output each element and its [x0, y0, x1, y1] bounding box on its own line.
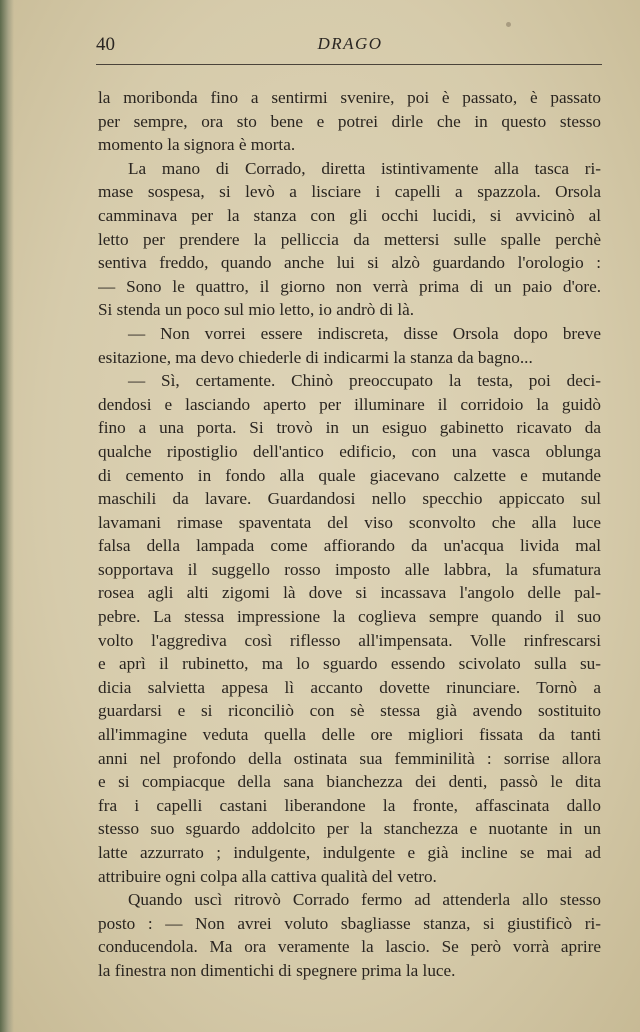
text-line: la moribonda fino a sentirmi svenire, poi è passato, è passato — [98, 88, 601, 107]
page-number: 40 — [96, 34, 115, 55]
text-line: e aprì il rubinetto, ma lo sguardo essendo scivolato sulla su- — [98, 654, 601, 674]
paragraph — [98, 157, 601, 322]
text-line: Quando uscì ritrovò Corrado fermo ad attenderla allo stesso — [128, 890, 601, 910]
text-line: dicia salvietta appesa lì accanto dovette rinunciare. Tornò a — [98, 677, 601, 697]
text-line: fino a una porta. Si trovò in un esiguo gabinetto ricavato da — [98, 418, 601, 438]
text-line: guardarsi e si riconciliò con sè stessa già avendo sostituito — [98, 701, 601, 721]
text-line: latte azzurrato ; indulgente, indulgente e già incline se mai ad — [98, 843, 601, 862]
page-binding-edge — [0, 0, 14, 1032]
running-title: DRAGO — [317, 34, 383, 53]
text-line: attribuire ogni colpa alla cattiva qualità del vetro. — [98, 866, 437, 886]
text-line: stesso suo sguardo addolcito per la stanchezza e nuotante in un — [98, 819, 601, 839]
text-line: camminava per la stanza con gli occhi lucidi, si avvicinò al — [98, 205, 601, 225]
text-line: per sempre, ora sto bene e potrei dirle che in questo stesso — [98, 111, 601, 131]
text-line: La mano di Corrado, diretta istintivamente alla tasca ri- — [128, 158, 601, 178]
text-line: lavamani rimase spaventata del viso sconvolto che alla luce — [98, 512, 601, 532]
text-body — [98, 86, 601, 983]
text-line: dendosi e lasciando aperto per illuminare il corridoio la guidò — [98, 394, 601, 414]
text-line: letto per prendere la pelliccia da mettersi sulle spalle perchè — [98, 229, 601, 249]
header-rule — [96, 64, 602, 65]
text-line: momento la signora è morta. — [98, 135, 296, 155]
paragraph — [98, 322, 601, 369]
paragraph — [98, 888, 601, 982]
text-line: fra i capelli castani liberandone la fronte, affascinata dallo — [98, 795, 601, 815]
text-line: — Non vorrei essere indiscreta, disse Orsola dopo breve — [128, 323, 601, 343]
paragraph — [98, 369, 601, 888]
text-line: rosea agli alti zigomi là dove si incassava l'angolo delle pal- — [98, 583, 601, 603]
text-line: conducendola. Ma ora veramente la lascio. Se però vorrà aprire — [98, 937, 601, 957]
text-line: volto l'aggrediva così riflesso all'impensata. Volle rinfrescarsi — [98, 630, 601, 650]
text-line: sopportava il suggello rosso imposto alle labbra, la sfumatura — [98, 559, 601, 579]
text-line: anni nel profondo della ostinata sua femminilità : sorrise allora — [98, 748, 601, 768]
text-line: maschili da lavare. Guardandosi nello specchio appiccato sul — [98, 489, 601, 509]
page-header — [96, 34, 604, 58]
text-line: mase sospesa, si levò a lisciare i capelli a spazzola. Orsola — [98, 182, 601, 202]
text-line: all'immagine veduta quella delle ore migliori fissata da tanti — [98, 725, 601, 745]
text-line: sentiva freddo, quando anche lui si alzò guardando l'orologio : — [98, 253, 601, 273]
text-line: esitazione, ma devo chiederle di indicarmi la stanza da bagno... — [98, 347, 533, 367]
text-line: qualche ripostiglio dell'antico edificio, con una vasca oblunga — [98, 441, 601, 461]
text-line: Si stenda un poco sul mio letto, io andrò di là. — [98, 300, 415, 320]
text-line: falsa della lampada come affiorando da un'acqua livida mal — [98, 536, 601, 556]
text-line: la finestra non dimentichi di spegnere prima la luce. — [98, 960, 456, 980]
text-line: posto : — Non avrei voluto sbagliasse stanza, si giustificò ri- — [98, 913, 601, 933]
text-line: — Sì, certamente. Chinò preoccupato la testa, poi deci- — [128, 371, 601, 391]
paragraph — [98, 86, 601, 157]
text-line: e si compiacque della sana bianchezza dei denti, passò le dita — [98, 772, 601, 792]
text-line: — Sono le quattro, il giorno non verrà prima di un paio d'ore. — [98, 276, 601, 296]
paper-stain — [506, 22, 511, 27]
text-line: pebre. La stessa impressione la coglieva sempre quando il suo — [98, 607, 601, 627]
text-line: di cemento in fondo alla quale giacevano calzette e mutande — [98, 465, 601, 485]
